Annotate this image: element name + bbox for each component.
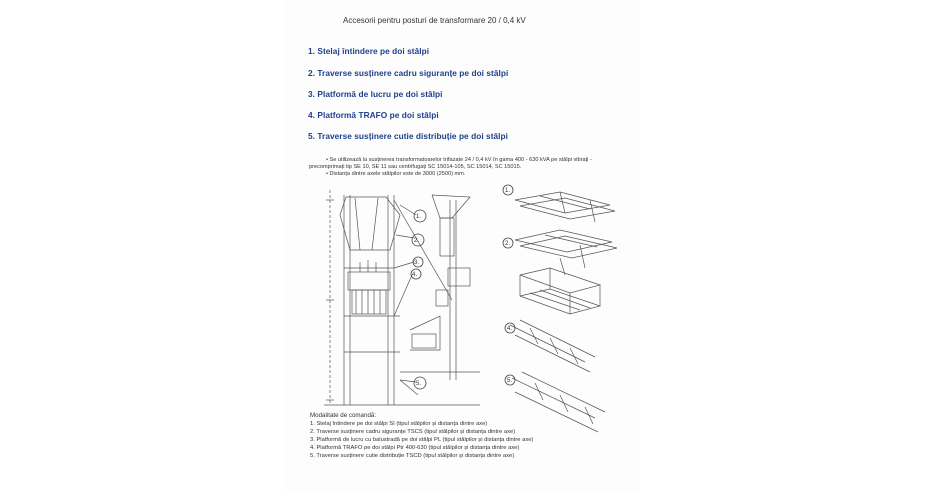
item-1-stelaj: 1. Stelaj întindere pe doi stâlpi (308, 46, 430, 56)
isometric-parts (510, 192, 617, 432)
label-3: 3. (414, 260, 420, 266)
order-line-3: 3. Platformă de lucru cu balustradă pe doi stâlpi PL (tipul stâlpilor și distanța dintre axe) (310, 437, 534, 443)
item-5-traverse-cutie: 5. Traverse susținere cutie distribuție pe doi stâlpi (308, 131, 508, 141)
iso-label-4: 4. (507, 326, 513, 332)
order-line-2: 2. Traverse susținere cadru siguranțe TSCS (tipul stâlpilor și distanța dintre axe) (310, 429, 516, 435)
order-line-4: 4. Platformă TRAFO pe doi stâlpi Ptr 400-630 (tipul stâlpilor și distanța dintre axe) (310, 445, 520, 451)
order-heading: Modalitate de comandă: (310, 412, 377, 419)
label-circles (411, 210, 426, 389)
note-distance: • Distanța dintre axele stâlpilor este de 3000 (2500) mm. (326, 171, 466, 177)
label-4: 4. (412, 272, 418, 278)
label-2: 2. (414, 238, 420, 244)
iso-label-1: 1. (505, 188, 511, 194)
document-title: Accesorii pentru posturi de transformare 20 / 0,4 kV (343, 16, 526, 25)
note-usage: • Se utilizează la susținerea transformatoarelor trifazate 24 / 0,4 kV în gama 400 - 630 kVA pe stâlpi vibrați - (326, 157, 592, 163)
order-line-5: 5. Traverse susținere cutie distribuție TSCD (tipul stâlpilor și distanța dintre axe) (310, 453, 515, 459)
label-1: 1. (416, 214, 422, 220)
item-2-traverse-cadru: 2. Traverse susținere cadru siguranțe pe doi stâlpi (308, 68, 509, 78)
item-3-platforma-lucru: 3. Platformă de lucru pe doi stâlpi (308, 89, 443, 99)
elevation-drawing (324, 190, 480, 405)
label-5: 5. (416, 381, 422, 387)
iso-label-2: 2. (505, 241, 511, 247)
note-usage-cont: precomprimați tip SE 10, SE 11 sau centrifugați SC 15014-105, SC 15014, SC 15015. (309, 164, 522, 170)
order-line-1: 1. Stelaj întindere pe doi stâlpi SI (tipul stâlpilor și distanța dintre axe) (310, 421, 488, 427)
iso-label-5: 5. (507, 378, 513, 384)
item-4-platforma-trafo: 4. Platformă TRAFO pe doi stâlpi (308, 110, 439, 120)
